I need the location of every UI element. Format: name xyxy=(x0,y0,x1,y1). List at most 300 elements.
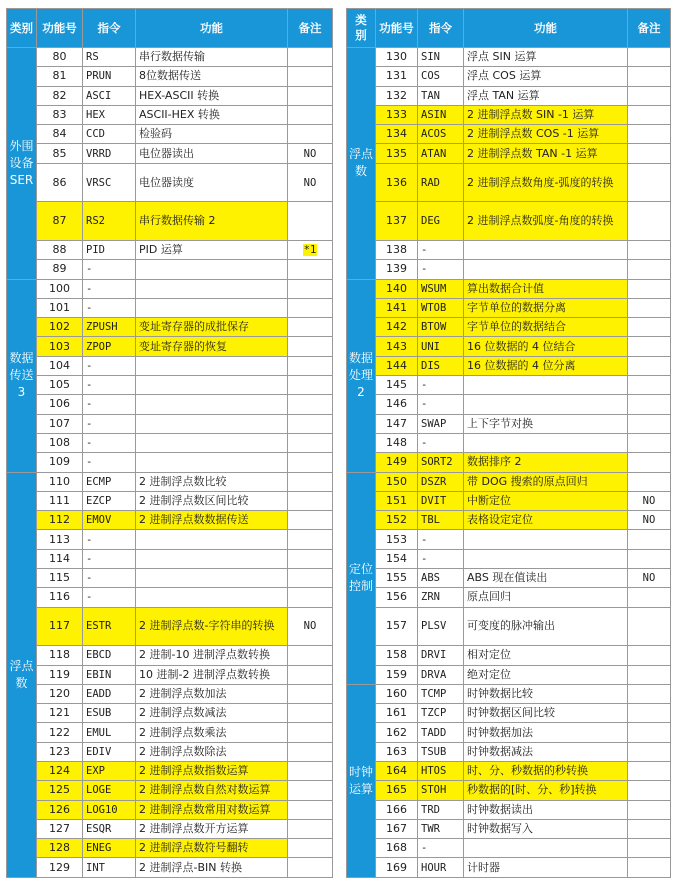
table-row xyxy=(347,511,671,530)
command-cell: - xyxy=(83,279,136,298)
table-row xyxy=(347,491,671,510)
func-no-cell: 112 xyxy=(37,511,83,530)
table-row xyxy=(7,105,333,124)
note-cell xyxy=(628,761,671,780)
func-no-cell: 148 xyxy=(376,433,418,452)
table-row xyxy=(347,356,671,375)
function-cell xyxy=(136,376,288,395)
note-cell xyxy=(288,67,333,86)
func-no-cell: 166 xyxy=(376,800,418,819)
command-cell: CCD xyxy=(83,125,136,144)
func-no-cell: 113 xyxy=(37,530,83,549)
table-row xyxy=(7,800,333,819)
table-row xyxy=(7,395,333,414)
command-cell: ZPOP xyxy=(83,337,136,356)
function-cell: 2 进制浮点数常用对数运算 xyxy=(136,800,288,819)
function-cell: 2 进制浮点数角度-弧度的转换 xyxy=(464,163,628,202)
function-cell: 数据排序 2 xyxy=(464,453,628,472)
func-no-cell: 85 xyxy=(37,144,83,163)
command-cell: EADD xyxy=(83,684,136,703)
table-row xyxy=(347,761,671,780)
table-row xyxy=(7,279,333,298)
func-no-cell: 157 xyxy=(376,607,418,646)
table-row xyxy=(347,163,671,202)
func-no-cell: 89 xyxy=(37,260,83,279)
function-cell: 上下字节对换 xyxy=(464,414,628,433)
function-cell xyxy=(136,569,288,588)
table-row xyxy=(7,530,333,549)
function-cell xyxy=(464,433,628,452)
table-row xyxy=(347,376,671,395)
function-cell: 串行数据传输 xyxy=(136,48,288,67)
note-cell: NO xyxy=(288,607,333,646)
command-cell: EBCD xyxy=(83,646,136,665)
note-cell xyxy=(628,240,671,259)
note-cell xyxy=(628,472,671,491)
note-cell xyxy=(628,549,671,568)
command-cell: PRUN xyxy=(83,67,136,86)
func-no-cell: 169 xyxy=(376,858,418,877)
command-cell: EBIN xyxy=(83,665,136,684)
note-cell xyxy=(288,240,333,259)
func-no-cell: 140 xyxy=(376,279,418,298)
function-cell xyxy=(136,588,288,607)
function-cell xyxy=(464,376,628,395)
note-cell xyxy=(288,761,333,780)
note-cell xyxy=(288,395,333,414)
table-row xyxy=(347,395,671,414)
command-cell: ATAN xyxy=(418,144,464,163)
func-no-cell: 150 xyxy=(376,472,418,491)
table-row xyxy=(7,819,333,838)
table-row xyxy=(347,67,671,86)
table-row xyxy=(7,723,333,742)
func-no-cell: 122 xyxy=(37,723,83,742)
command-cell: ASCI xyxy=(83,86,136,105)
table-row xyxy=(7,684,333,703)
function-cell: 相对定位 xyxy=(464,646,628,665)
function-cell: 电位器读出 xyxy=(136,144,288,163)
command-cell: TSUB xyxy=(418,742,464,761)
func-no-cell: 160 xyxy=(376,684,418,703)
command-cell: - xyxy=(83,569,136,588)
table-row xyxy=(7,67,333,86)
function-cell: 浮点 TAN 运算 xyxy=(464,86,628,105)
note-cell xyxy=(628,839,671,858)
func-no-cell: 124 xyxy=(37,761,83,780)
function-cell xyxy=(136,260,288,279)
func-no-cell: 139 xyxy=(376,260,418,279)
note-cell xyxy=(288,318,333,337)
command-cell: TCMP xyxy=(418,684,464,703)
function-cell: 2 进制浮点数除法 xyxy=(136,742,288,761)
header-func-no: 功能号 xyxy=(37,9,83,48)
function-cell: HEX-ASCII 转换 xyxy=(136,86,288,105)
table-row xyxy=(7,163,333,202)
table-body-left xyxy=(7,48,333,878)
func-no-cell: 126 xyxy=(37,800,83,819)
function-cell: 2 进制浮点数指数运算 xyxy=(136,761,288,780)
func-no-cell: 115 xyxy=(37,569,83,588)
func-no-cell: 154 xyxy=(376,549,418,568)
note-cell xyxy=(628,433,671,452)
func-no-cell: 80 xyxy=(37,48,83,67)
table-row xyxy=(7,704,333,723)
function-cell xyxy=(464,240,628,259)
table-row xyxy=(347,414,671,433)
command-cell: ACOS xyxy=(418,125,464,144)
note-cell xyxy=(288,588,333,607)
command-cell: DRVI xyxy=(418,646,464,665)
table-row xyxy=(7,607,333,646)
func-no-cell: 127 xyxy=(37,819,83,838)
table-row xyxy=(7,240,333,259)
function-cell: 2 进制浮点数弧度-角度的转换 xyxy=(464,202,628,241)
function-cell: 时钟数据加法 xyxy=(464,723,628,742)
note-cell xyxy=(628,704,671,723)
command-cell: ZRN xyxy=(418,588,464,607)
command-cell: DRVA xyxy=(418,665,464,684)
command-cell: DSZR xyxy=(418,472,464,491)
func-no-cell: 114 xyxy=(37,549,83,568)
note-cell xyxy=(288,202,333,241)
function-cell: 字节单位的数据结合 xyxy=(464,318,628,337)
func-no-cell: 100 xyxy=(37,279,83,298)
table-row xyxy=(347,549,671,568)
command-cell: TZCP xyxy=(418,704,464,723)
table-row xyxy=(7,202,333,241)
note-cell xyxy=(288,453,333,472)
func-no-cell: 102 xyxy=(37,318,83,337)
function-cell: 2 进制浮点数 TAN -1 运算 xyxy=(464,144,628,163)
note-cell xyxy=(288,337,333,356)
table-row xyxy=(347,86,671,105)
function-cell: PID 运算 xyxy=(136,240,288,259)
note-cell xyxy=(288,569,333,588)
func-no-cell: 132 xyxy=(376,86,418,105)
note-cell xyxy=(628,86,671,105)
function-cell: 2 进制浮点数区间比较 xyxy=(136,491,288,510)
function-cell: 字节单位的数据分离 xyxy=(464,298,628,317)
command-cell: - xyxy=(418,530,464,549)
function-cell: 算出数据合计值 xyxy=(464,279,628,298)
note-cell xyxy=(628,298,671,317)
note-cell xyxy=(628,800,671,819)
command-cell: EDIV xyxy=(83,742,136,761)
note-cell xyxy=(628,819,671,838)
function-cell: 2 进制浮点数乘法 xyxy=(136,723,288,742)
note-cell xyxy=(288,491,333,510)
note-cell xyxy=(628,684,671,703)
table-row xyxy=(347,742,671,761)
table-row xyxy=(347,723,671,742)
table-row xyxy=(347,819,671,838)
command-cell: BTOW xyxy=(418,318,464,337)
func-no-cell: 101 xyxy=(37,298,83,317)
note-cell: NO xyxy=(288,144,333,163)
command-cell: DEG xyxy=(418,202,464,241)
func-no-cell: 164 xyxy=(376,761,418,780)
func-no-cell: 161 xyxy=(376,704,418,723)
function-cell: 16 位数据的 4 位分离 xyxy=(464,356,628,375)
func-no-cell: 133 xyxy=(376,105,418,124)
function-cell: 2 进制浮点数 COS -1 运算 xyxy=(464,125,628,144)
func-no-cell: 136 xyxy=(376,163,418,202)
function-cell: 电位器读度 xyxy=(136,163,288,202)
function-cell: 变址寄存器的恢复 xyxy=(136,337,288,356)
note-cell xyxy=(628,646,671,665)
command-cell: WSUM xyxy=(418,279,464,298)
command-cell: - xyxy=(83,453,136,472)
header-command: 指令 xyxy=(83,9,136,48)
note-cell xyxy=(628,163,671,202)
function-cell: 时钟数据比较 xyxy=(464,684,628,703)
command-cell: VRRD xyxy=(83,144,136,163)
function-cell: 时钟数据读出 xyxy=(464,800,628,819)
note-cell xyxy=(288,356,333,375)
func-no-cell: 109 xyxy=(37,453,83,472)
func-no-cell: 145 xyxy=(376,376,418,395)
header-function: 功能 xyxy=(464,9,628,48)
func-no-cell: 168 xyxy=(376,839,418,858)
command-cell: TADD xyxy=(418,723,464,742)
note-cell: NO xyxy=(628,491,671,510)
func-no-cell: 163 xyxy=(376,742,418,761)
header-func-no: 功能号 xyxy=(376,9,418,48)
note-cell xyxy=(288,48,333,67)
table-row xyxy=(347,240,671,259)
command-cell: - xyxy=(83,395,136,414)
function-cell xyxy=(464,260,628,279)
function-cell: 10 进制-2 进制浮点数转换 xyxy=(136,665,288,684)
table-row xyxy=(7,549,333,568)
func-no-cell: 129 xyxy=(37,858,83,877)
table-row xyxy=(347,839,671,858)
function-cell: 中断定位 xyxy=(464,491,628,510)
table-row xyxy=(7,414,333,433)
command-cell: WTOB xyxy=(418,298,464,317)
command-cell: ESUB xyxy=(83,704,136,723)
command-cell: EXP xyxy=(83,761,136,780)
table-row xyxy=(7,742,333,761)
function-cell: 2 进制-10 进制浮点数转换 xyxy=(136,646,288,665)
header-function: 功能 xyxy=(136,9,288,48)
table-row xyxy=(347,279,671,298)
command-cell: LOG10 xyxy=(83,800,136,819)
table-row xyxy=(347,684,671,703)
command-cell: TAN xyxy=(418,86,464,105)
func-no-cell: 121 xyxy=(37,704,83,723)
note-cell xyxy=(628,414,671,433)
note-cell xyxy=(288,472,333,491)
command-cell: - xyxy=(83,260,136,279)
category-cell: 浮点数 xyxy=(7,472,37,877)
note-cell xyxy=(288,376,333,395)
func-no-cell: 108 xyxy=(37,433,83,452)
note-cell xyxy=(628,337,671,356)
command-cell: TWR xyxy=(418,819,464,838)
func-no-cell: 144 xyxy=(376,356,418,375)
note-cell xyxy=(288,86,333,105)
function-cell: 浮点 COS 运算 xyxy=(464,67,628,86)
function-cell: 原点回归 xyxy=(464,588,628,607)
func-no-cell: 86 xyxy=(37,163,83,202)
command-cell: HTOS xyxy=(418,761,464,780)
function-cell: 2 进制浮点数 SIN -1 运算 xyxy=(464,105,628,124)
note-cell xyxy=(288,260,333,279)
category-cell: 外围设备SER xyxy=(7,48,37,280)
table-row xyxy=(7,125,333,144)
command-cell: RS xyxy=(83,48,136,67)
table-row xyxy=(347,665,671,684)
note-cell xyxy=(288,723,333,742)
func-no-cell: 142 xyxy=(376,318,418,337)
note-cell xyxy=(628,202,671,241)
table-row xyxy=(347,202,671,241)
note-cell xyxy=(628,279,671,298)
table-row xyxy=(347,125,671,144)
header-category: 类别 xyxy=(7,9,37,48)
table-row xyxy=(7,356,333,375)
command-cell: SIN xyxy=(418,48,464,67)
func-no-cell: 147 xyxy=(376,414,418,433)
func-no-cell: 125 xyxy=(37,781,83,800)
function-cell: 2 进制浮点数自然对数运算 xyxy=(136,781,288,800)
function-cell xyxy=(136,414,288,433)
func-no-cell: 159 xyxy=(376,665,418,684)
note-cell xyxy=(288,704,333,723)
note-cell xyxy=(628,723,671,742)
note-cell xyxy=(628,105,671,124)
note-cell xyxy=(288,858,333,877)
function-cell: 时钟数据区间比较 xyxy=(464,704,628,723)
table-row xyxy=(347,433,671,452)
func-no-cell: 120 xyxy=(37,684,83,703)
header-row xyxy=(7,9,333,48)
table-row xyxy=(7,569,333,588)
func-no-cell: 110 xyxy=(37,472,83,491)
table-row xyxy=(347,453,671,472)
note-cell xyxy=(288,298,333,317)
command-cell: - xyxy=(83,376,136,395)
note-cell xyxy=(628,356,671,375)
table-row xyxy=(347,144,671,163)
func-no-cell: 82 xyxy=(37,86,83,105)
func-no-cell: 83 xyxy=(37,105,83,124)
table-row xyxy=(347,858,671,877)
table-row xyxy=(347,260,671,279)
command-cell: RS2 xyxy=(83,202,136,241)
func-no-cell: 84 xyxy=(37,125,83,144)
function-cell: 2 进制浮点数-字符串的转换 xyxy=(136,607,288,646)
note-cell xyxy=(628,144,671,163)
note-cell xyxy=(288,105,333,124)
note-cell xyxy=(628,781,671,800)
table-row xyxy=(347,704,671,723)
command-cell: SWAP xyxy=(418,414,464,433)
function-cell: 8位数据传送 xyxy=(136,67,288,86)
command-cell: COS xyxy=(418,67,464,86)
table-row xyxy=(347,472,671,491)
command-cell: TBL xyxy=(418,511,464,530)
function-cell: 2 进制浮点数符号翻转 xyxy=(136,839,288,858)
note-cell xyxy=(628,453,671,472)
function-cell xyxy=(136,298,288,317)
note-cell xyxy=(288,511,333,530)
table-body-right xyxy=(347,48,671,878)
note-cell xyxy=(628,48,671,67)
note-mark: *1 xyxy=(303,244,317,257)
function-cell xyxy=(136,453,288,472)
command-cell: INT xyxy=(83,858,136,877)
note-cell xyxy=(628,742,671,761)
func-no-cell: 151 xyxy=(376,491,418,510)
command-cell: LOGE xyxy=(83,781,136,800)
function-cell: 时钟数据减法 xyxy=(464,742,628,761)
header-note: 备注 xyxy=(288,9,333,48)
command-cell: ESTR xyxy=(83,607,136,646)
command-cell: RAD xyxy=(418,163,464,202)
command-cell: STOH xyxy=(418,781,464,800)
category-cell: 数据处理2 xyxy=(347,279,376,472)
note-cell: NO xyxy=(628,569,671,588)
note-cell xyxy=(288,684,333,703)
func-no-cell: 138 xyxy=(376,240,418,259)
function-cell: 串行数据传输 2 xyxy=(136,202,288,241)
func-no-cell: 88 xyxy=(37,240,83,259)
func-no-cell: 134 xyxy=(376,125,418,144)
header-row xyxy=(347,9,671,48)
command-cell: - xyxy=(83,588,136,607)
table-row xyxy=(347,298,671,317)
command-cell: TRD xyxy=(418,800,464,819)
table-row xyxy=(7,858,333,877)
table-row xyxy=(347,48,671,67)
function-cell: 变址寄存器的成批保存 xyxy=(136,318,288,337)
func-no-cell: 103 xyxy=(37,337,83,356)
command-cell: - xyxy=(418,395,464,414)
function-cell xyxy=(464,395,628,414)
table-row xyxy=(347,800,671,819)
func-no-cell: 131 xyxy=(376,67,418,86)
note-cell xyxy=(288,839,333,858)
command-cell: HEX xyxy=(83,105,136,124)
note-cell xyxy=(288,530,333,549)
note-cell: NO xyxy=(288,163,333,202)
command-cell: - xyxy=(418,240,464,259)
function-cell xyxy=(136,530,288,549)
header-command: 指令 xyxy=(418,9,464,48)
function-cell: ABS 现在值读出 xyxy=(464,569,628,588)
function-cell: 2 进制浮点数开方运算 xyxy=(136,819,288,838)
func-no-cell: 87 xyxy=(37,202,83,241)
function-cell: 16 位数据的 4 位结合 xyxy=(464,337,628,356)
command-cell: - xyxy=(83,414,136,433)
command-cell: - xyxy=(418,839,464,858)
command-cell: PID xyxy=(83,240,136,259)
function-cell: 2 进制浮点数减法 xyxy=(136,704,288,723)
func-no-cell: 146 xyxy=(376,395,418,414)
note-cell xyxy=(628,858,671,877)
note-cell xyxy=(628,376,671,395)
table-row xyxy=(7,298,333,317)
table-row xyxy=(347,318,671,337)
table-row xyxy=(7,839,333,858)
func-no-cell: 137 xyxy=(376,202,418,241)
function-cell: 2 进制浮点数数据传送 xyxy=(136,511,288,530)
command-cell: - xyxy=(83,549,136,568)
func-no-cell: 118 xyxy=(37,646,83,665)
